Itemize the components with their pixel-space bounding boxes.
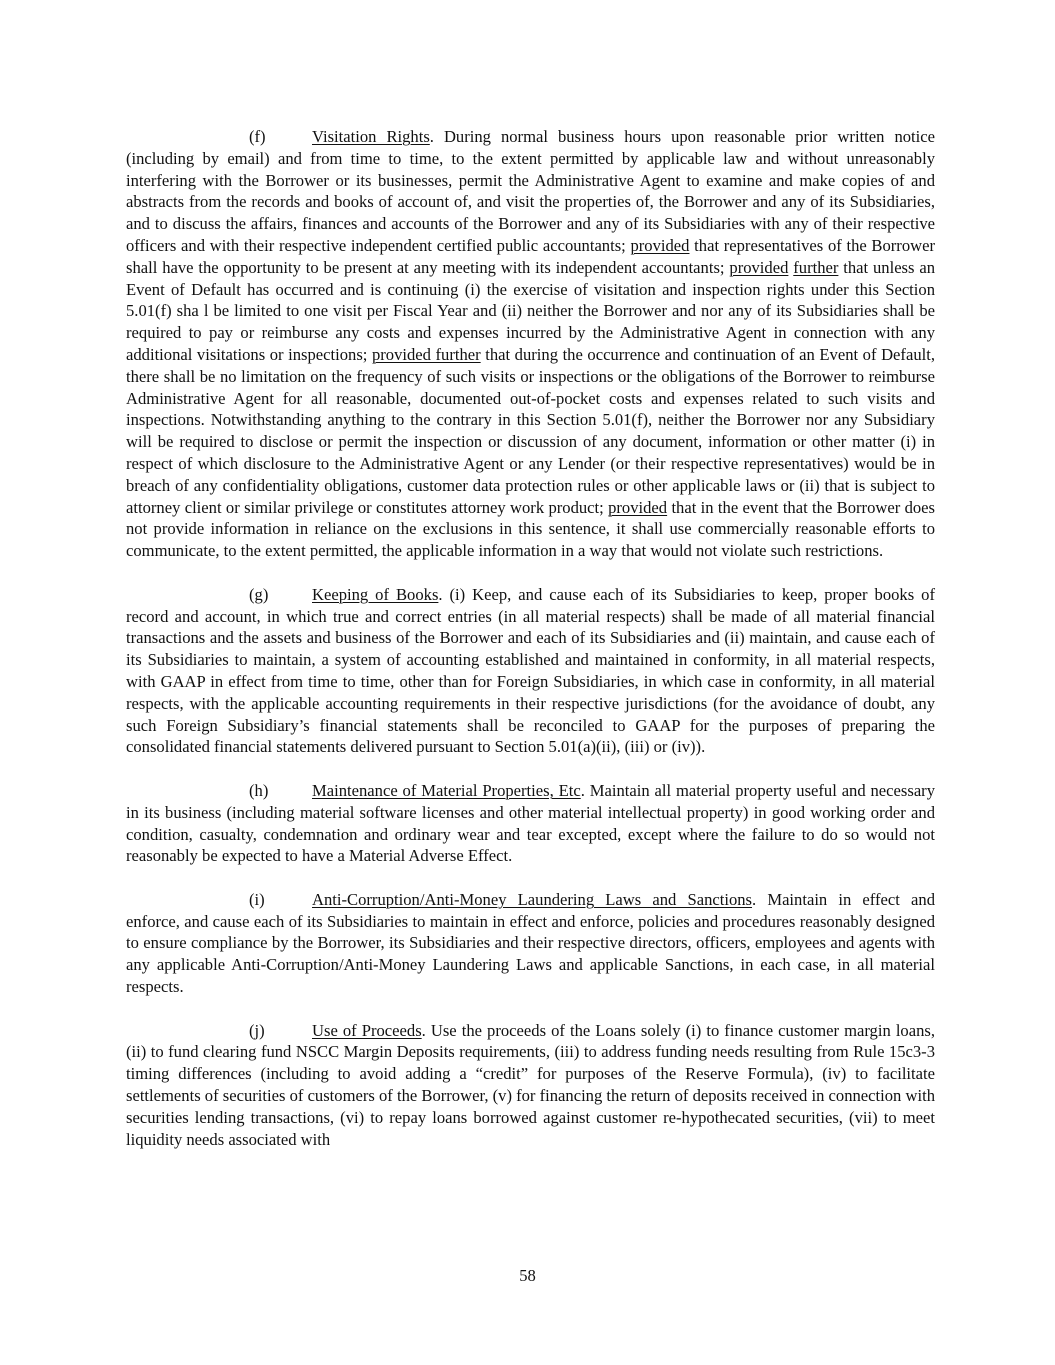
section-number: (i) xyxy=(249,889,265,909)
section-heading: Maintenance of Material Properties, Etc xyxy=(312,780,581,800)
underlined-term: further xyxy=(793,257,839,277)
section-paragraph xyxy=(126,584,935,758)
section-paragraph xyxy=(126,1020,935,1151)
paragraph-text: . Use the proceeds of the Loans solely (i) to finance customer margin loans, (ii) to fund clearing fund NSCC Margin Deposits requirements, (iii) to address funding needs resulting from Rule 15c3-3 timing differences (including to avoid adding a “credit” for purposes of the Reserve Formula), (iv) to facilitate settlements of securities of customers of the Borrower, (v) for financing the return of deposits received in connection with securities lending transactions, (vi) to repay loans borrowed against customer re-hypothecated securities, (vii) to meet liquidity needs associated with xyxy=(126,1020,935,1149)
document-body xyxy=(126,126,935,1172)
section-heading: Keeping of Books xyxy=(312,584,439,604)
paragraph-text: . During normal business hours upon reasonable prior written notice (including by email) and from time to time, to the extent permitted by applicable law and without unreasonably interfering with the Borrower or its businesses, permit the Administrative Agent to examine and make copies of and abstracts from the records and books of account of, and visit the properties of, the Borrower and any of its Subsidiaries, and to discuss the affairs, finances and accounts of the Borrower and any of its Subsidiaries with any of their respective officers and with their respective independent certified public accountants; xyxy=(126,127,935,255)
section-paragraph xyxy=(126,126,935,562)
underlined-term: provided xyxy=(729,257,789,277)
section-heading: Use of Proceeds xyxy=(312,1020,422,1040)
page-number: 58 xyxy=(519,1266,536,1285)
paragraph-text: . (i) Keep, and cause each of its Subsidiaries to keep, proper books of record and account, in which true and correct entries (in all material respects) shall be made of all material financial transactions and the assets and business of the Borrower and each of its Subsidiaries and (ii) maintain, and cause each of its Subsidiaries to maintain, a system of accounting established and maintained in conformity, in all material respects, with GAAP in effect from time to time, other than for Foreign Subsidiaries, in which case in conformity, in all material respects, with the applicable accounting requirements in their respective jurisdictions (for the avoidance of doubt, any such Foreign Subsidiary’s financial statements shall be reconciled to GAAP for the purposes of preparing the consolidated financial statements delivered pursuant to Section 5.01(a)(ii), (iii) or (iv)). xyxy=(126,584,935,757)
paragraph-text: . Maintain in effect and enforce, and cause each of its Subsidiaries to maintain in effect and enforce, policies and procedures reasonably designed to ensure compliance by the Borrower, its Subsidiaries and their respective directors, officers, employees and agents with any applicable Anti-Corruption/Anti-Money Laundering Laws and applicable Sanctions, in each case, in all material respects. xyxy=(126,889,935,997)
section-paragraph xyxy=(126,889,935,998)
paragraph-text: that in the event that the Borrower does not provide information in reliance on the exclusions in this sentence, it shall use commercially reasonable efforts to communicate, to the extent permitted, the applicable information in a way that would not violate such restrictions. xyxy=(126,497,936,561)
underlined-term: provided xyxy=(608,497,668,517)
underlined-term: provided xyxy=(630,235,690,255)
underlined-term: provided further xyxy=(371,344,481,364)
section-heading: Anti-Corruption/Anti-Money Laundering Laws and Sanctions xyxy=(312,889,753,909)
paragraph-text: that unless an Event of Default has occurred and is continuing (i) the exercise of visitation and inspection rights under this Section 5.01(f) sha l be limited to one visit per Fiscal Year and (ii) neither the Borrower and nor any of its Subsidiaries shall be required to pay or reimburse any costs and expenses incurred by the Administrative Agent in connection with any additional visitations or inspections; xyxy=(126,257,935,364)
section-paragraph xyxy=(126,780,935,867)
paragraph-text: that during the occurrence and continuation of an Event of Default, there shall be no limitation on the frequency of such visits or inspections or the obligations of the Borrower to reimburse Administrative Agent for all reasonable, documented out-of-pocket costs and expenses related to such visits and inspections. Notwithstanding anything to the contrary in this Section 5.01(f), neither the Borrower nor any Subsidiary will be required to disclose or permit the inspection or discussion of any document, information or other matter (i) in respect of which disclosure to the Administrative Agent or any Lender (or their respective representatives) would be in breach of any confidentiality obligations, customer data protection rules or other applicable laws or (ii) that is subject to attorney client or similar privilege or constitutes attorney work product; xyxy=(126,344,935,517)
section-number: (h) xyxy=(249,780,269,800)
section-number: (g) xyxy=(249,584,269,604)
section-number: (j) xyxy=(249,1020,265,1040)
section-heading: Visitation Rights xyxy=(312,127,430,146)
paragraph-text: . Maintain all material property useful and necessary in its business (including material software licenses and other material intellectual property) in good working order and condition, casualty, condemnation and ordinary wear and tear excepted, except where the failure to do so would not reasonably be expected to have a Material Adverse Effect. xyxy=(126,780,936,866)
section-number: (f) xyxy=(249,127,266,146)
paragraph-text: that representatives of the Borrower shall have the opportunity to be present at any meeting with its independent accountants; xyxy=(126,235,936,277)
